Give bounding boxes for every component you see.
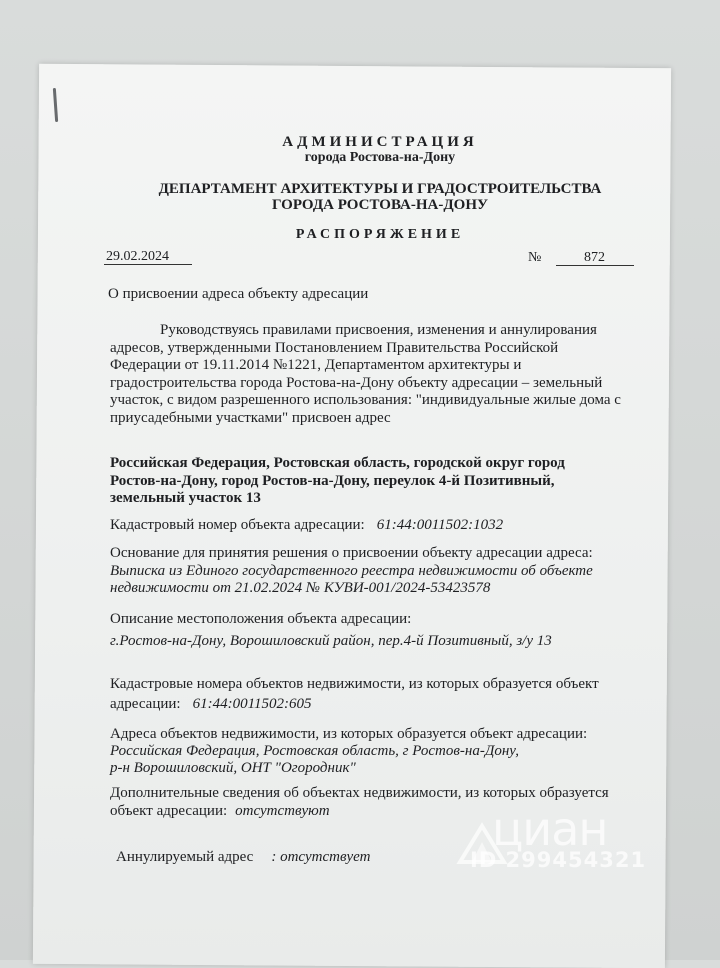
source-address-value-line2: р-н Ворошиловский, ОНТ "Огородник"	[110, 760, 356, 776]
body-line: Руководствуясь правилами присвоения, изменения и аннулирования	[160, 322, 597, 338]
header-department-line1: ДЕПАРТАМЕНТ АРХИТЕКТУРЫ И ГРАДОСТРОИТЕЛЬСТВА	[158, 181, 602, 197]
document-date: 29.02.2024	[106, 249, 169, 264]
body-line: участок, с видом разрешенного использования: "индивидуальные жилые дома с	[110, 392, 621, 408]
cadastral-label: Кадастровый номер объекта адресации:	[110, 517, 365, 533]
source-address-label: Адреса объектов недвижимости, из которых образуется объект адресации:	[110, 726, 588, 742]
document-subject: О присвоении адреса объекту адресации	[108, 286, 369, 302]
location-label: Описание местоположения объекта адресации:	[110, 611, 412, 627]
cadastral-value: 61:44:0011502:1032	[376, 517, 504, 533]
source-address-block	[110, 726, 587, 777]
document-number: 872	[584, 250, 605, 265]
basis-label: Основание для принятия решения о присвоении объекту адресации адреса:	[110, 545, 593, 561]
location-value: г.Ростов-на-Дону, Ворошиловский район, пер.4-й Позитивный, з/у 13	[110, 633, 552, 649]
body-line: адресов, утвержденными Постановлением Правительства Российской	[110, 339, 559, 356]
additional-info-value: отсутствуют	[235, 803, 330, 819]
header-administration: АДМИНИСТРАЦИЯ	[282, 134, 478, 150]
source-address-value-line1: Российская Федерация, Ростовская область, г Ростов-на-Дону,	[110, 743, 519, 759]
watermark-id: ID 299454321	[470, 848, 647, 872]
additional-info-label-line2: объект адресации:	[110, 803, 228, 819]
assigned-address	[110, 455, 590, 508]
basis-block	[110, 545, 593, 597]
source-cadastral-value: 61:44:0011502:605	[192, 696, 312, 712]
number-underline	[556, 265, 634, 266]
basis-value-line1: Выписка из Единого государственного реестра недвижимости об объекте	[110, 563, 593, 579]
address-line: Ростов-на-Дону, город Ростов-на-Дону, переулок 4-й Позитивный,	[110, 472, 555, 489]
location-block	[110, 611, 552, 650]
number-sign: №	[528, 250, 542, 265]
cancelled-address-label: Аннулируемый адрес	[116, 849, 254, 865]
address-line: земельный участок 13	[110, 490, 261, 506]
header-city: города Ростова-на-Дону	[304, 150, 456, 165]
header-department-line2: ГОРОДА РОСТОВА-НА-ДОНУ	[271, 197, 488, 213]
body-line: Федерации от 19.11.2014 №1221, Департаментом архитектуры и	[110, 357, 522, 373]
watermark-brand: циан	[492, 802, 608, 856]
body-line: градостроительства города Ростова-на-Дону объекту адресации – земельный	[110, 374, 603, 391]
source-cadastral-label-line1: Кадастровые номера объектов недвижимости, из которых образуется объект	[110, 676, 599, 692]
address-line: Российская Федерация, Ростовская область, городской округ город	[110, 455, 565, 471]
source-cadastral-label-line2: адресации:	[110, 696, 181, 712]
document-type: РАСПОРЯЖЕНИЕ	[295, 227, 465, 242]
cancelled-address-value: : отсутствует	[271, 849, 371, 865]
body-line: приусадебными участками" присвоен адрес	[110, 409, 391, 426]
cadastral-number-row	[110, 516, 503, 534]
source-cadastral-block	[110, 676, 599, 713]
additional-info-label-line1: Дополнительные сведения об объектах недвижимости, из которых образуется	[110, 785, 609, 801]
basis-value-line2: недвижимости от 21.02.2024 № КУВИ-001/2024-53423578	[110, 580, 491, 596]
body-paragraph	[110, 322, 634, 427]
cancelled-address-row	[116, 848, 370, 866]
date-underline	[104, 264, 192, 265]
